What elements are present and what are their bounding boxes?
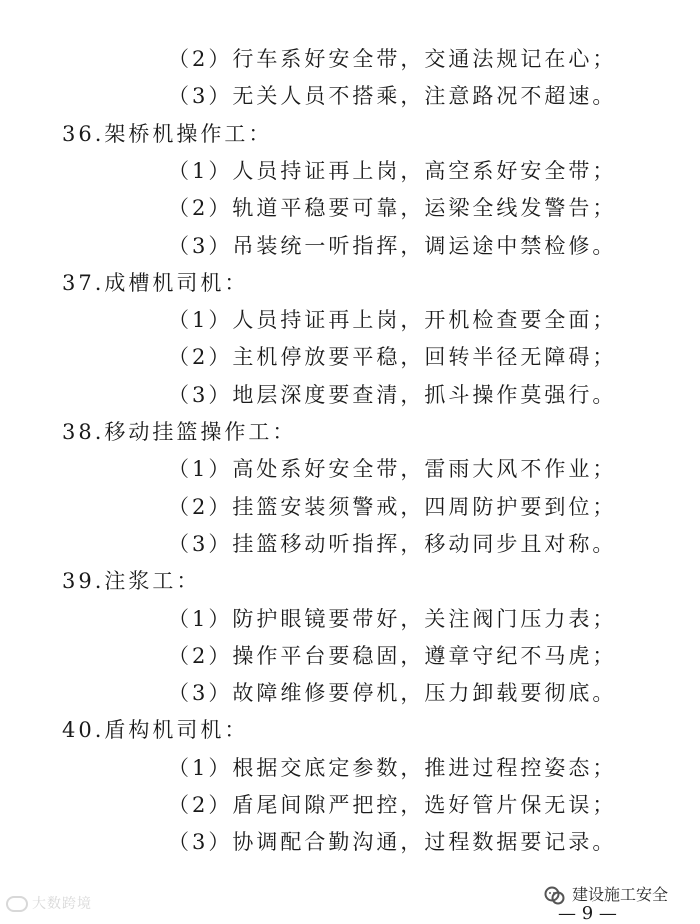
list-item: （2）盾尾间隙严把控，选好管片保无误； [168,793,617,817]
list-item: （2）操作平台要稳固，遵章守纪不马虎； [168,644,617,668]
list-item: （1）人员持证再上岗，高空系好安全带； [168,159,617,183]
watermark-text: 大数跨境 [32,896,92,912]
list-item: （2）轨道平稳要可靠，运梁全线发警告； [168,196,617,220]
list-item: （3）地层深度要查清，抓斗操作莫强行。 [168,383,617,407]
list-item: （3）协调配合勤沟通，过程数据要记录。 [168,830,617,854]
list-item: （3）无关人员不搭乘，注意路况不超速。 [168,84,617,108]
list-item: （2）主机停放要平稳，回转半径无障碍； [168,345,617,369]
list-item: （1）高处系好安全带，雷雨大风不作业； [168,457,617,481]
list-item: （1）根据交底定参数，推进过程控姿态； [168,756,617,780]
section-heading: 38.移动挂篮操作工： [62,420,297,444]
watermark [6,893,92,913]
section-heading: 39.注浆工： [62,569,201,593]
list-item: （2）行车系好安全带，交通法规记在心； [168,47,617,71]
page-number: — 9 — [558,903,617,924]
list-item: （3）故障维修要停机，压力卸载要彻底。 [168,681,617,705]
brand-signature [544,882,668,906]
list-item: （2）挂篮安装须警戒，四周防护要到位； [168,495,617,519]
list-item: （1）人员持证再上岗，开机检查要全面； [168,308,617,332]
section-heading: 37.成槽机司机： [62,271,249,295]
list-item: （1）防护眼镜要带好，关注阀门压力表； [168,607,617,631]
list-item: （3）吊装统一听指挥，调运途中禁检修。 [168,234,617,258]
section-heading: 40.盾构机司机： [62,718,249,742]
weibo-icon [6,896,28,912]
list-item: （3）挂篮移动听指挥，移动同步且对称。 [168,532,617,556]
brand-text: 建设施工安全 [572,885,669,904]
section-heading: 36.架桥机操作工： [62,122,273,146]
